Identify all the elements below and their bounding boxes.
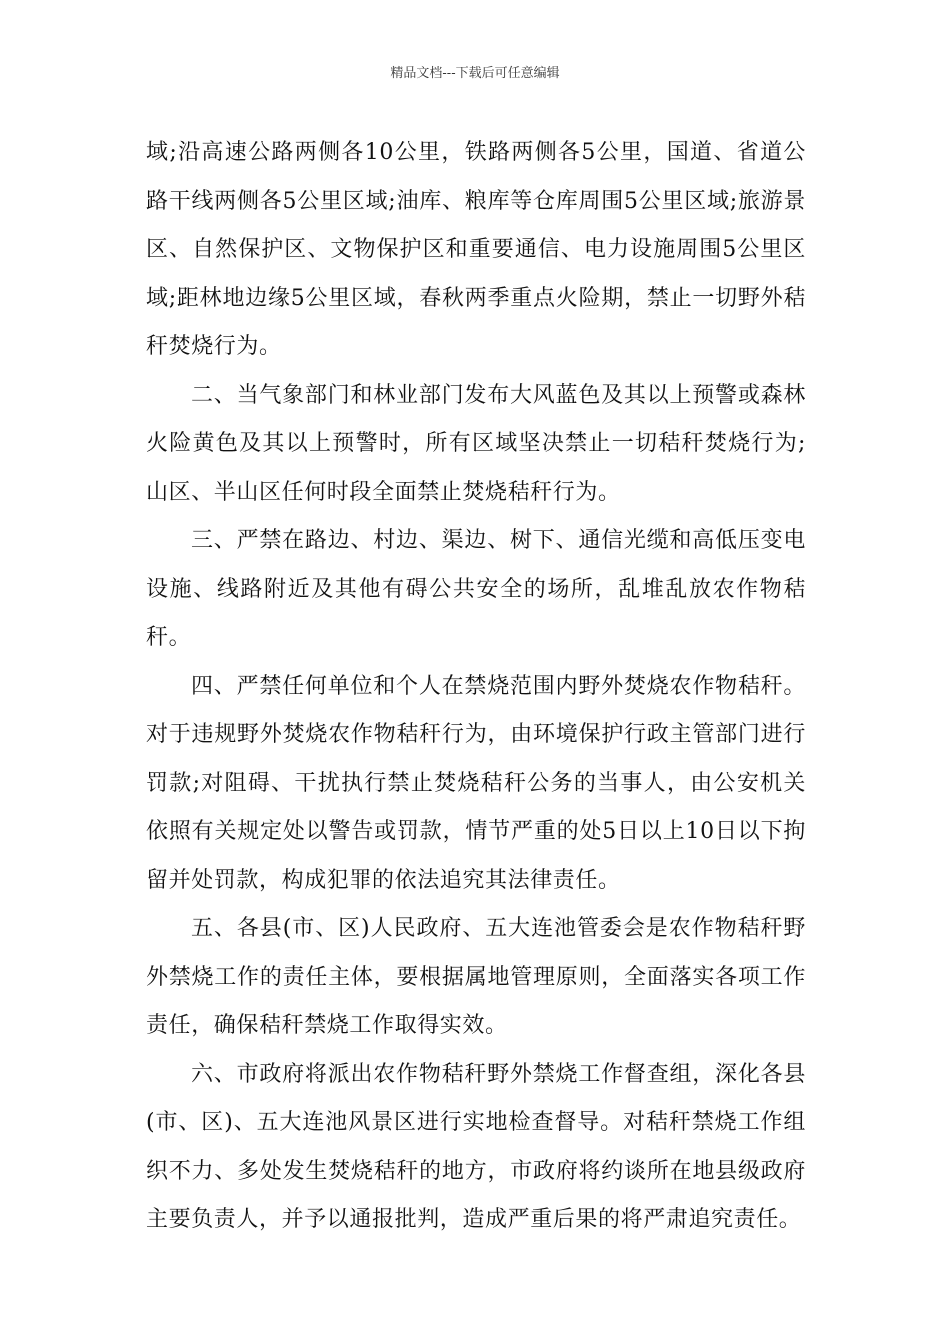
paragraph-item-5: 五、各县(市、区)人民政府、五大连池管委会是农作物秸秆野外禁烧工作的责任主体，要根据属地管理原则，全面落实各项工作责任，确保秸秆禁烧工作取得实效。 bbox=[146, 916, 806, 1038]
paragraph-item-2: 二、当气象部门和林业部门发布大风蓝色及其以上预警或森林火险黄色及其以上预警时，所有区域坚决禁止一切秸秆焚烧行为;山区、半山区任何时段全面禁止焚烧秸秆行为。 bbox=[146, 382, 806, 505]
page-header: 精品文档---下载后可任意编辑 bbox=[390, 66, 560, 81]
paragraph-item-4: 四、严禁任何单位和个人在禁烧范围内野外焚烧农作物秸秆。对于违规野外焚烧农作物秸秆行为，由环境保护行政主管部门进行罚款;对阻碍、干扰执行禁止焚烧秸秆公务的当事人，由公安机关依照有关规定处以警告或罚款，情节严重的处5日以上10日以下拘留并处罚款，构成犯罪的依法追究其法律责任。 bbox=[146, 673, 806, 893]
paragraph-continuation: 域;沿高速公路两侧各10公里，铁路两侧各5公里，国道、省道公路干线两侧各5公里区域;油库、粮库等仓库周围5公里区域;旅游景区、自然保护区、文物保护区和重要通信、电力设施周围5公里区域;距林地边缘5公里区域，春秋两季重点火险期，禁止一切野外秸秆焚烧行为。 bbox=[146, 140, 806, 359]
document-body bbox=[146, 129, 806, 1245]
paragraph-item-3: 三、严禁在路边、村边、渠边、树下、通信光缆和高低压变电设施、线路附近及其他有碍公共安全的场所，乱堆乱放农作物秸秆。 bbox=[146, 528, 806, 650]
paragraph-item-6: 六、市政府将派出农作物秸秆野外禁烧工作督查组，深化各县(市、区)、五大连池风景区进行实地检查督导。对秸秆禁烧工作组织不力、多处发生焚烧秸秆的地方，市政府将约谈所在地县级政府主要负责人，并予以通报批判，造成严重后果的将严肃追究责任。 bbox=[146, 1061, 806, 1232]
